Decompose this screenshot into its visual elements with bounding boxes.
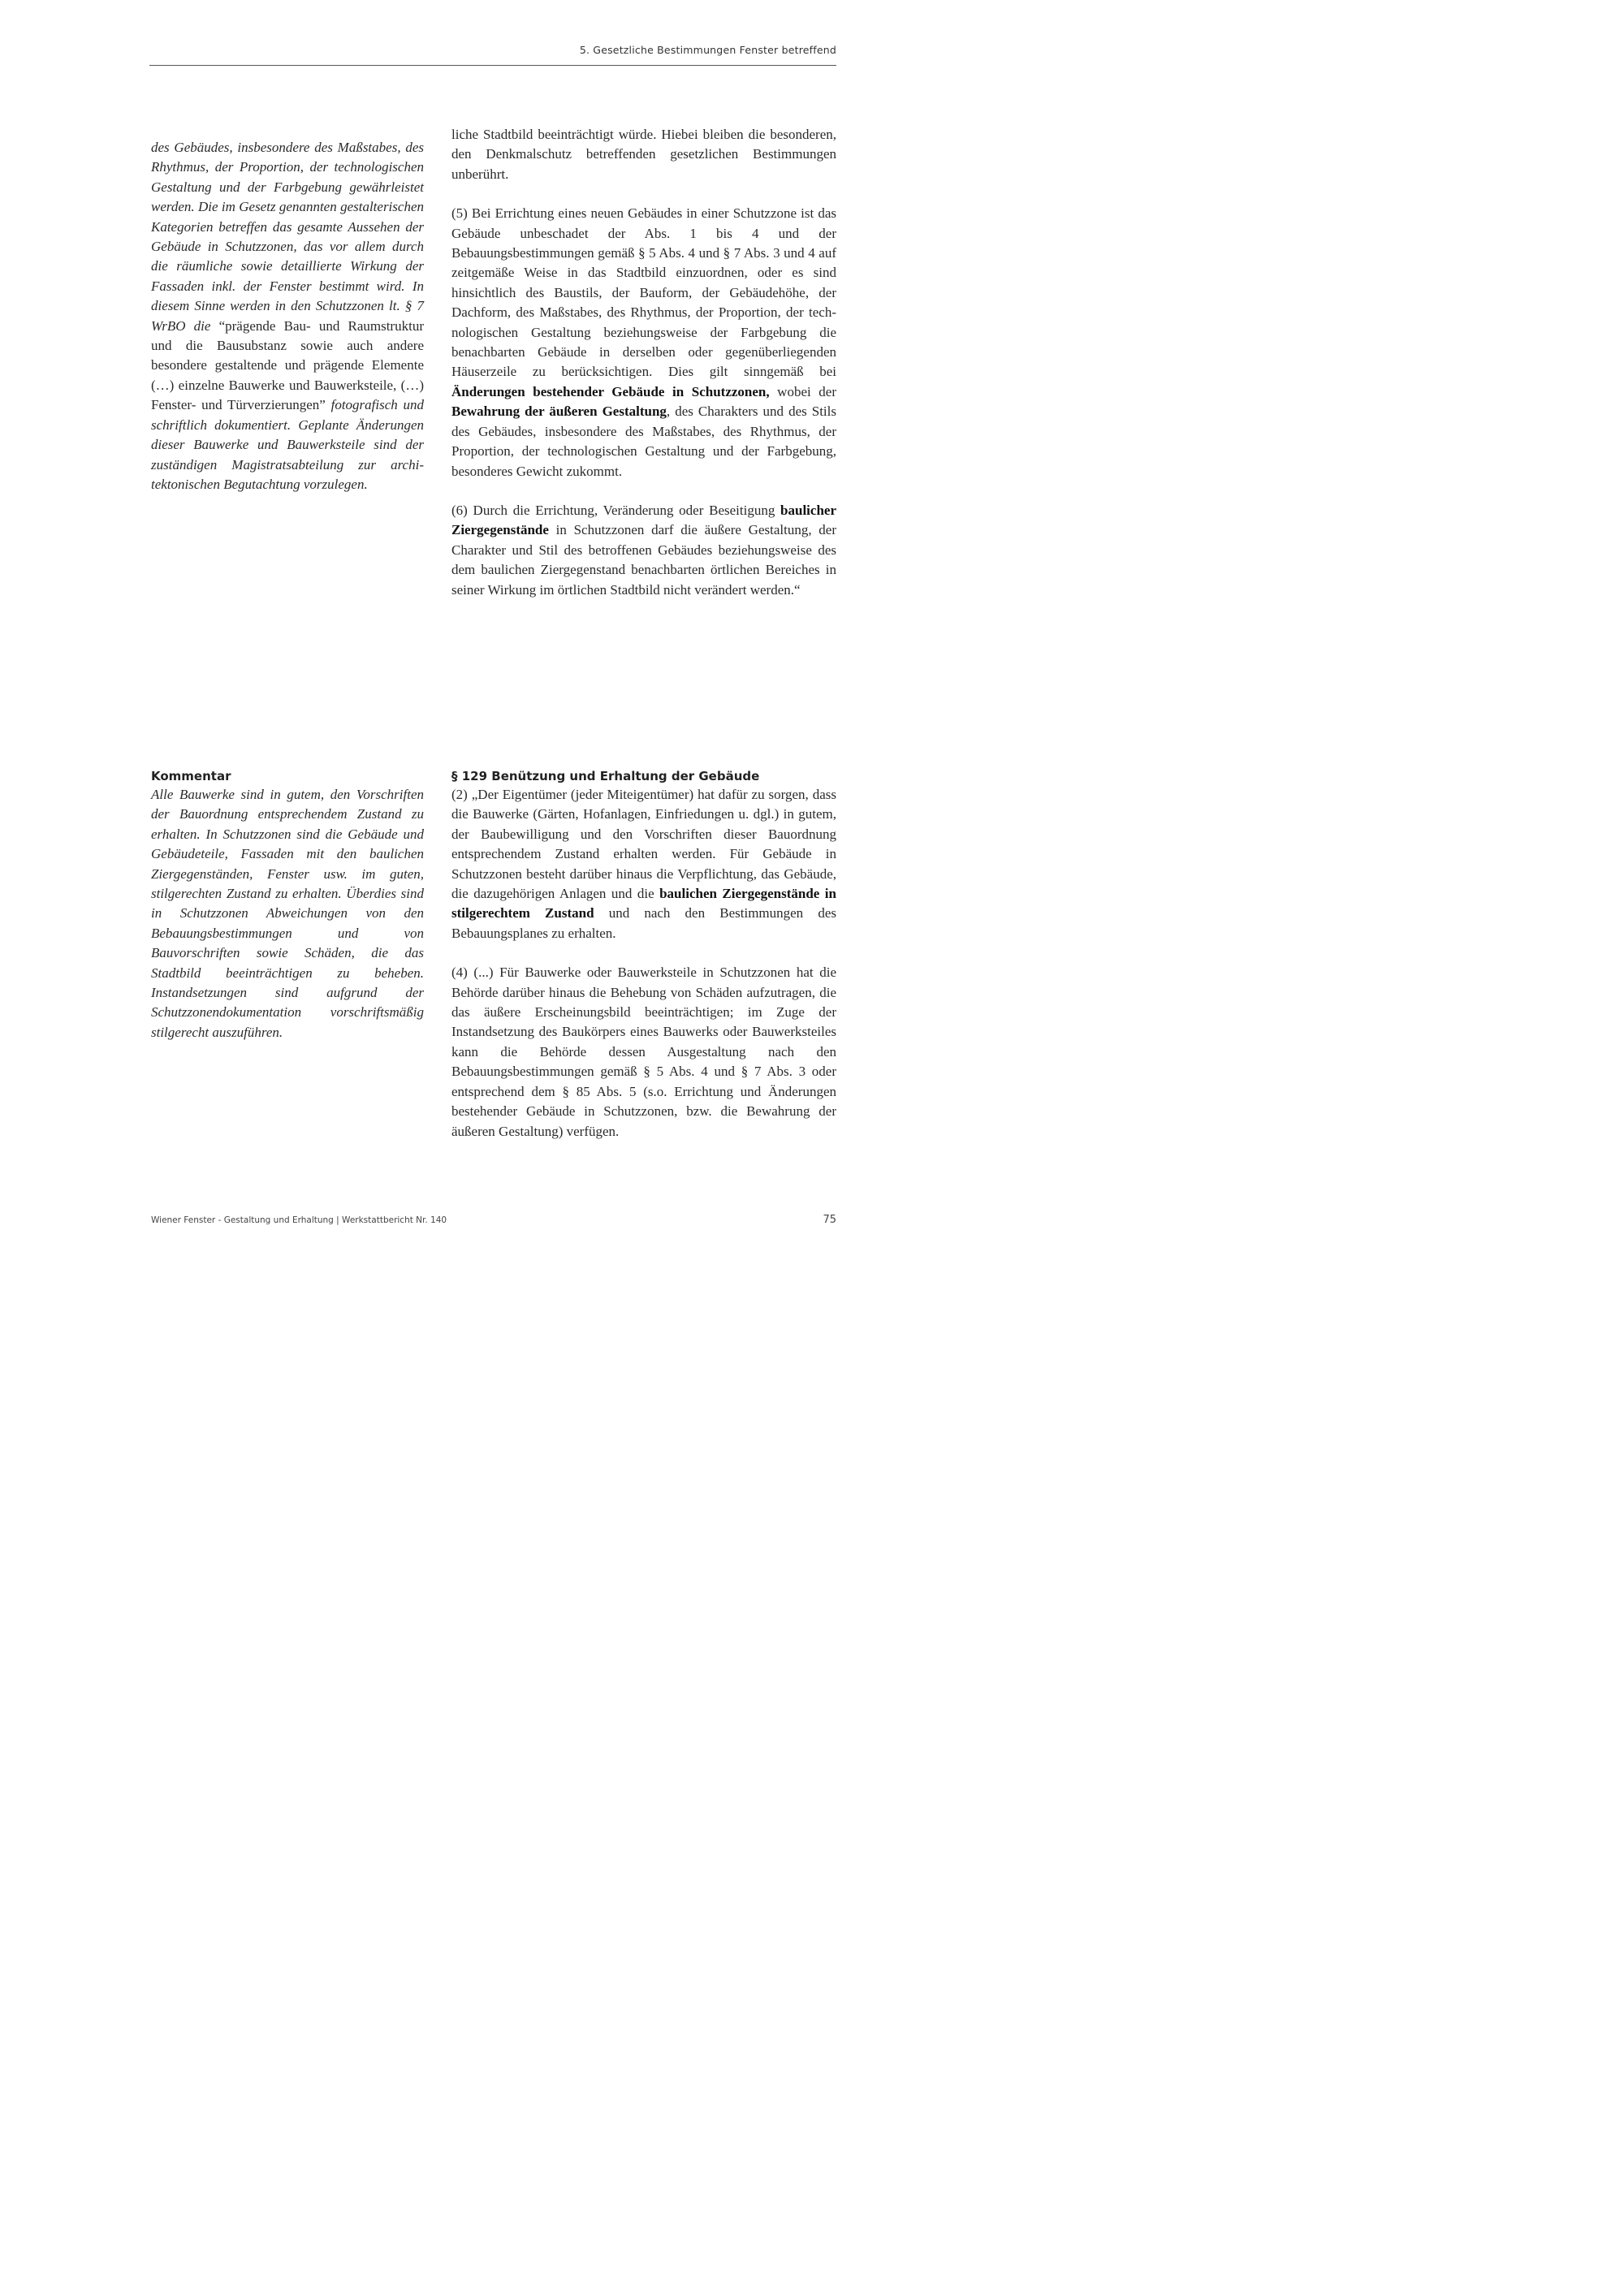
comment-heading: Kommentar (151, 769, 231, 783)
law-paragraph-6-text-a: (6) Durch die Errichtung, Veränderung oder Beseitigung (451, 502, 781, 518)
law-paragraph-continued: liche Stadtbild beeinträchtigt würde. Hiebei bleiben die besonderen, den Denkmalschutz betreffenden gesetzlichen Bestimmungen unberührt. (451, 127, 836, 182)
law-129-paragraph-4: (4) (...) Für Bauwerke oder Bauwerksteile in Schutzzonen hat die Behörde darüber hinaus die Behebung von Schäden aufzutragen, die das äußere Erscheinungsbild beeinträchtigen; im Zuge der Instandsetzung des Baukörpers eines Bauwerks oder Bauwerksteiles kann die Behörde dessen Ausgestaltung nach den Bebauungsbestimmungen gemäß § 5 Abs. 4 und § 7 Abs. 3 oder entsprechend dem § 85 Abs. 5 (s.o. Errichtung und Änderungen bestehender Gebäude in Schutzzonen, bzw. die Bewahrung der äußeren Gestaltung) verfügen. (451, 965, 836, 1139)
law-paragraph-6 (451, 501, 836, 600)
law-paragraph-5-bold-1: Änderungen bestehender Gebäude in Schutzzonen, (451, 383, 770, 399)
commentary-italic-2: fotografisch und schriftlich dokumentiert. Geplante Änderungen dieser Bauwerke und Bauwerksteile sind der zuständigen Magistratsabteilung zur architektonischen Begutachtung vorzulegen. (151, 397, 424, 492)
law-paragraph-5-bold-2: Bewahrung der äußeren Gestaltung (451, 404, 667, 420)
page-number: 75 (823, 1214, 836, 1226)
upper-right-column (451, 125, 836, 600)
section-title: 5. Gesetzliche Bestimmungen Fenster betreffend (579, 44, 836, 56)
law-129-p2-text-b: und nach den Bestimmungen des Bebauungsplanes zu erhalten. (451, 905, 836, 941)
commentary-italic-1: des Gebäudes, insbesondere des Maßstabes, des Rhythmus, der Proportion, der technologischen Gestaltung und der Farbgebung gewährleistet werden. Die im Gesetz genannten gestalterischen Kategorien betreffen das gesamte Aussehen der Gebäude in Schutzzonen, das vor allem durch die räumliche sowie detaillierte Wirkung der Fassaden inkl. der Fenster bestimmt wird. In diesem Sinne werden in den Schutzzonen lt. § 7 WrBO die (151, 140, 424, 334)
quoted-law-text: “prägende Bau- und Raumstruktur und die Bausubstanz sowie auch andere besondere gestaltende und prägende Elemente (…) einzelne Bauwerke und Bauwerksteile, (…) Fenster- und Türverzierungen” (151, 317, 424, 413)
law-paragraph-6-bold: baulicher Ziergegenstände (451, 502, 836, 538)
law-129-heading: § 129 Benützung und Erhaltung der Gebäude (451, 769, 760, 783)
law-paragraph-5-text-a: (5) Bei Errichtung eines neuen Gebäudes in einer Schutzzone ist das Gebäude unbeschadet der Abs. 1 bis 4 und der Bebauungsbestimmungen gemäß § 5 Abs. 4 und § 7 Abs. 3 und 4 auf zeitgemäße Weise in das Stadtbild einzuordnen, oder es sind hinsichtlich des Baustils, der Bauform, der Gebäudehöhe, der Dachform, des Maßstabes, des Rhythmus, der Proportion, der technologischen Gestaltung beziehungsweise der Farbgebung die benachbarten Gebäude in derselben oder gegenüberliegenden Häuserzeile zu berücksichtigen. Dies gilt sinngemäß bei (451, 205, 836, 380)
law-129-p2-text-a: (2) „Der Eigentümer (jeder Miteigentümer) hat dafür zu sorgen, dass die Bauwerke (Gärten, Hofanlagen, Einfriedungen u. dgl.) in gutem, der Baubewilligung und den Vorschriften dieser Bauordnung entsprechendem Zustand erhalten werden. Für Gebäude in Schutzzonen besteht darüber hinaus die Verpflichtung, das Gebäude, die dazugehörigen Anlagen und die (451, 787, 836, 902)
running-header (149, 42, 836, 66)
footer-publication: Wiener Fenster - Gestaltung und Erhaltung | Werkstattbericht Nr. 140 (151, 1215, 447, 1225)
law-paragraph-6-text-b: in Schutzzonen darf die äußere Gestaltung, der Charakter und Stil des betroffenen Gebäudes beziehungsweise des dem baulichen Ziergegenstand benachbarten örtlichen Bereiches in seiner Wirkung im örtlichen Stadtbild nicht verändert werden.“ (451, 522, 836, 598)
law-129-p2-bold: baulichen Ziergegenstände in stilgerechtem Zustand (451, 886, 836, 921)
comment-text: Alle Bauwerke sind in gutem, den Vorschriften der Bauordnung entsprechendem Zustand zu erhalten. In Schutzzonen sind die Gebäude und Gebäudeteile, Fassaden mit den baulichen Ziergegenständen, Fenster usw. im guten, stilgerechten Zustand zu erhalten. Überdies sind in Schutzzonen Abweichungen von den Bebauungsbestimmungen und von Bauvorschriften sowie Schäden, die das Stadtbild beeinträchtigen zu beheben. Instandsetzungen sind aufgrund der Schutzzonendokumentation vorschriftsmäßig stilgerecht auszuführen. (151, 787, 424, 1040)
law-129-column (451, 767, 836, 1142)
law-paragraph-5-text-c: , des Charakters und des Stils des Gebäudes, insbesondere des Maßstabes, des Rhythmus, der Proportion, der technologischen Gestaltung und der Farbgebung, besonderes Gewicht zukommt. (451, 404, 836, 479)
comment-column (151, 767, 424, 1042)
commentary-paragraph (151, 138, 424, 494)
law-129-paragraph-2 (451, 785, 836, 943)
law-paragraph-5-text-b: wobei der (769, 383, 836, 399)
law-paragraph-5 (451, 204, 836, 481)
upper-left-column (151, 138, 424, 494)
